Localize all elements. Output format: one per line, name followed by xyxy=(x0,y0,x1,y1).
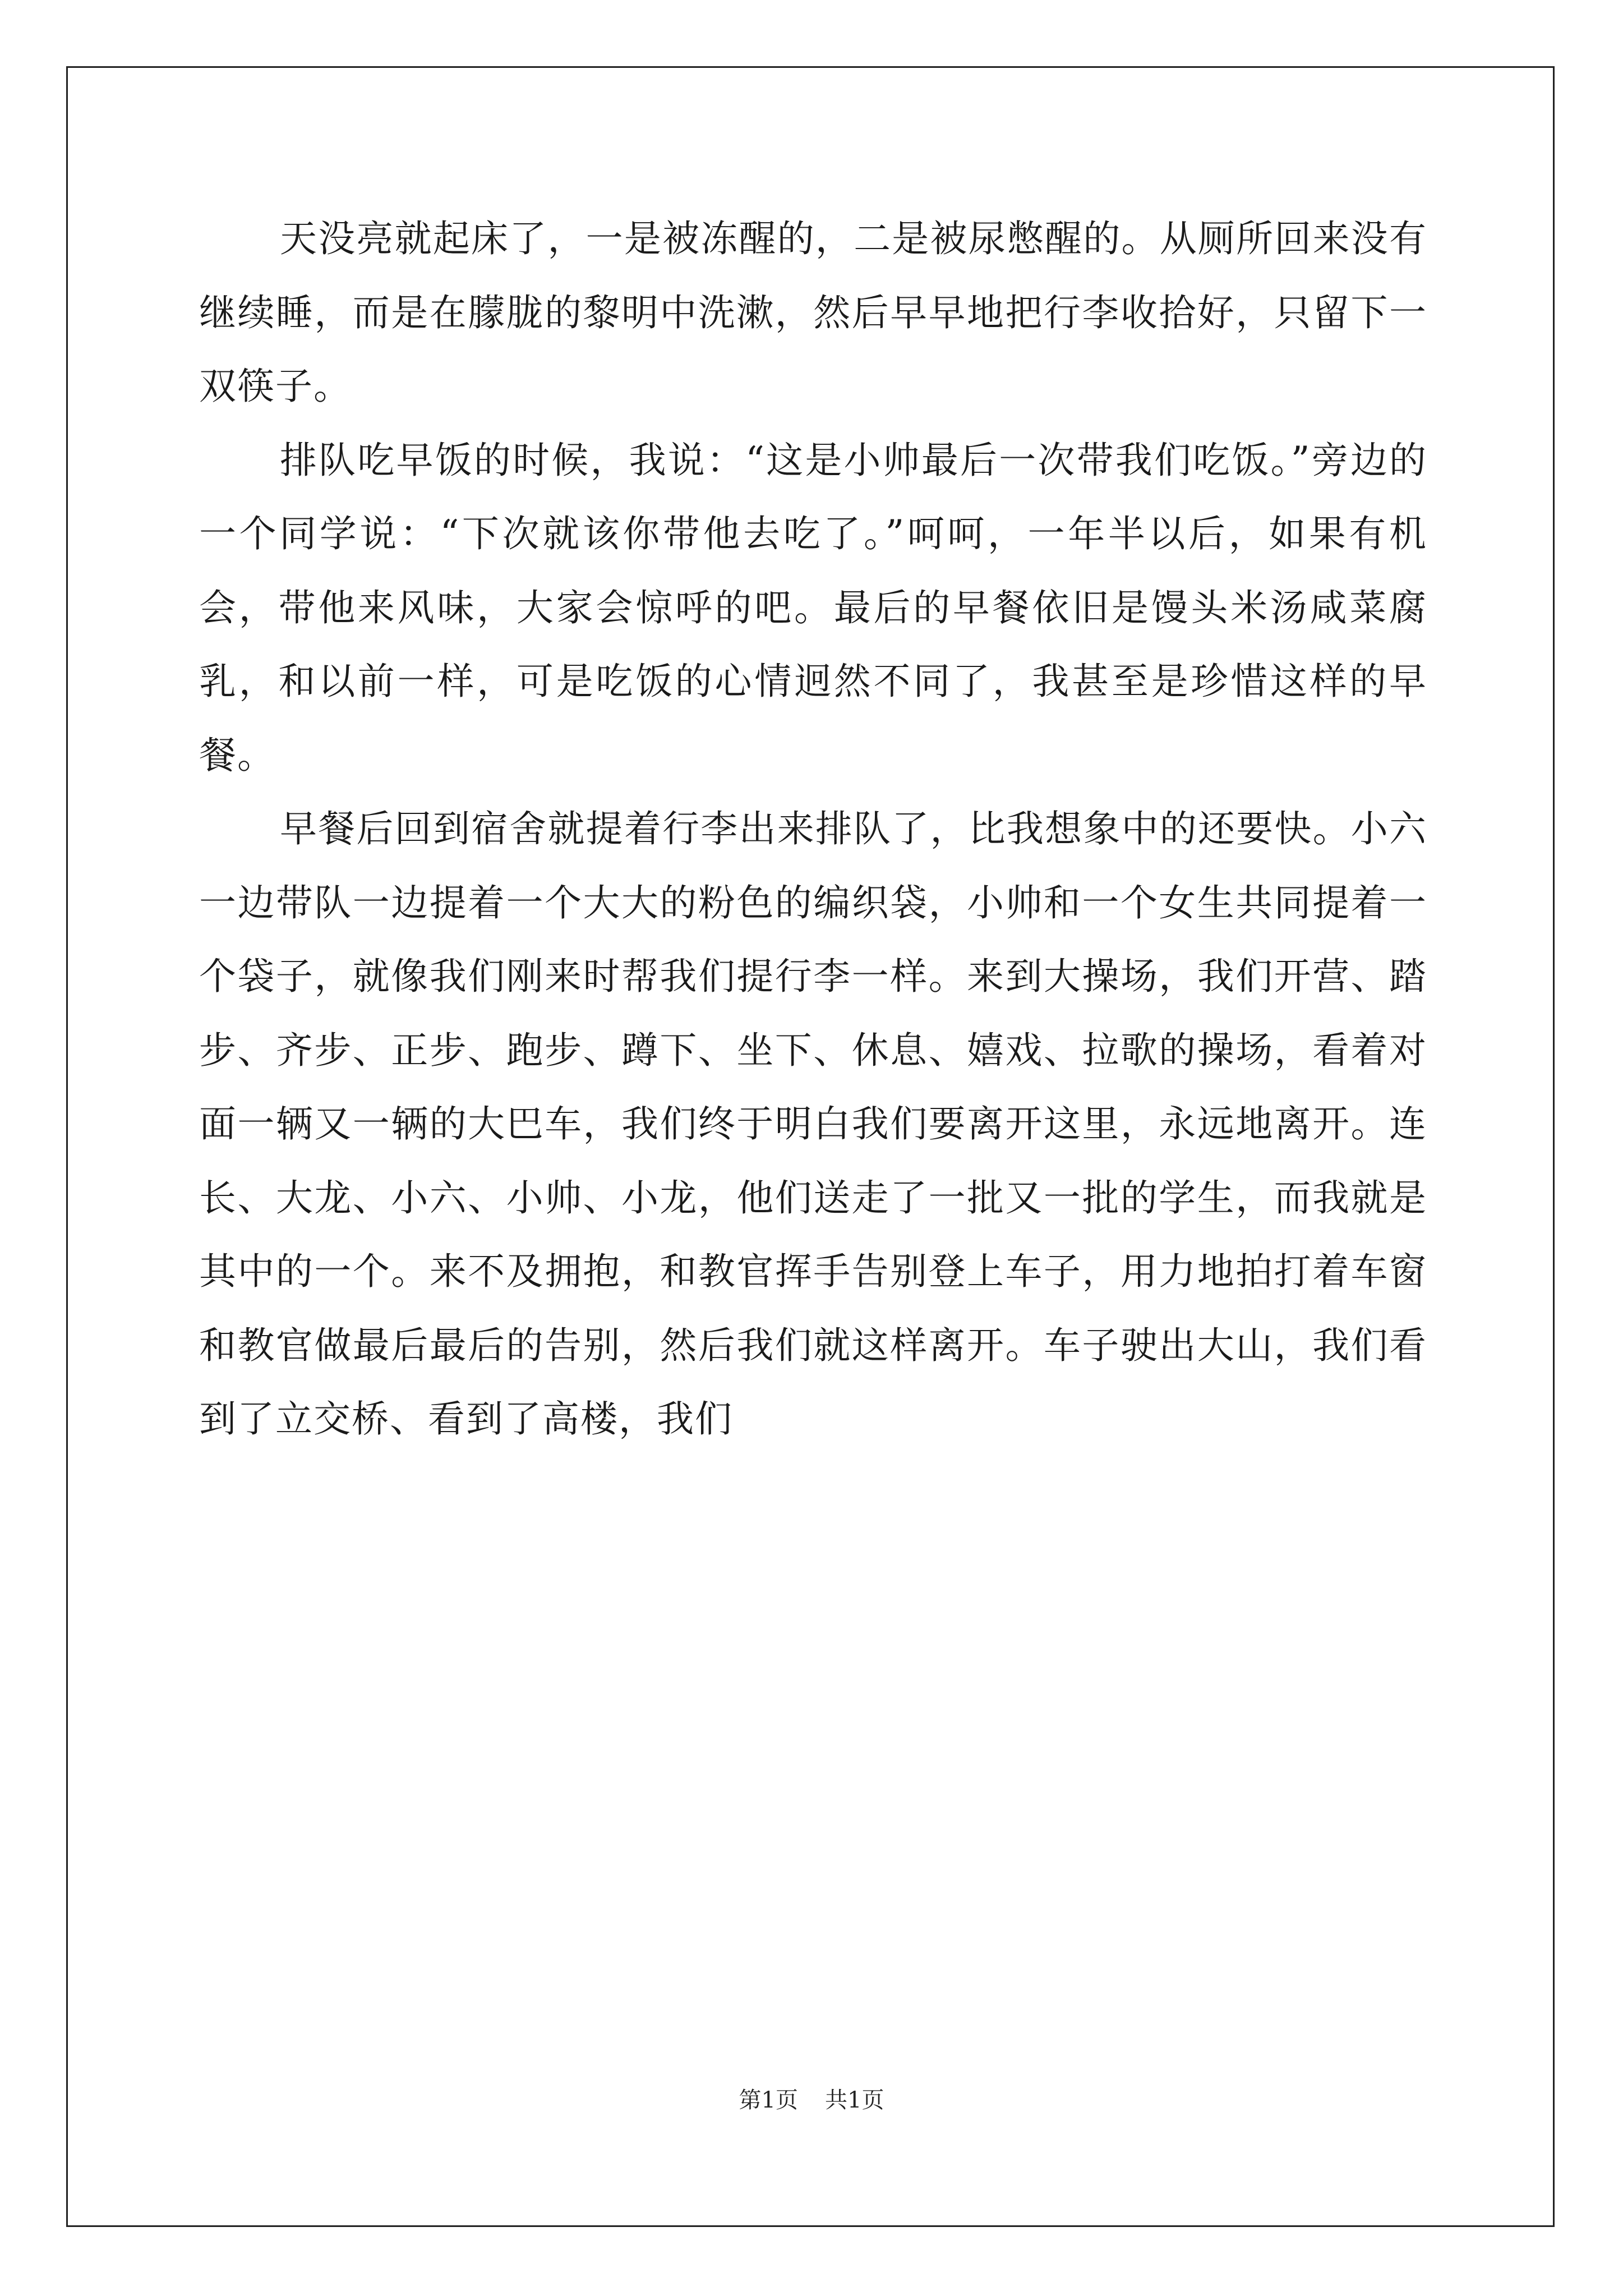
document-body xyxy=(199,202,1427,1456)
page-footer xyxy=(0,2087,1623,2114)
paragraph-2: 排队吃早饭的时候，我说：“这是小帅最后一次带我们吃饭。”旁边的一个同学说：“下次就该你带他去吃了。”呵呵，一年半以后，如果有机会，带他来风味，大家会惊呼的吧。最后的早餐依旧是馒头米汤咸菜腐乳，和以前一样，可是吃饭的心情迥然不同了，我甚至是珍惜这样的早餐。 xyxy=(199,438,1427,777)
paragraph-1: 天没亮就起床了，一是被冻醒的，二是被尿憋醒的。从厕所回来没有继续睡，而是在朦胧的黎明中洗漱，然后早早地把行李收拾好，只留下一双筷子。 xyxy=(199,217,1427,408)
page-number-total: 共1页 xyxy=(825,2087,884,2113)
paragraph-3: 早餐后回到宿舍就提着行李出来排队了，比我想象中的还要快。小六一边带队一边提着一个大大的粉色的编织袋，小帅和一个女生共同提着一个袋子，就像我们刚来时帮我们提行李一样。来到大操场，我们开营、踏步、齐步、正步、跑步、蹲下、坐下、休息、嬉戏、拉歌的操场，看着对面一辆又一辆的大巴车，我们终于明白我们要离开这里，永远地离开。连长、大龙、小六、小帅、小龙，他们送走了一批又一批的学生，而我就是其中的一个。来不及拥抱，和教官挥手告别登上车子，用力地拍打着车窗和教官做最后最后的告别，然后我们就这样离开。车子驶出大山，我们看到了立交桥、看到了高楼，我们 xyxy=(199,807,1427,1441)
page-number-current: 第1页 xyxy=(739,2087,798,2113)
